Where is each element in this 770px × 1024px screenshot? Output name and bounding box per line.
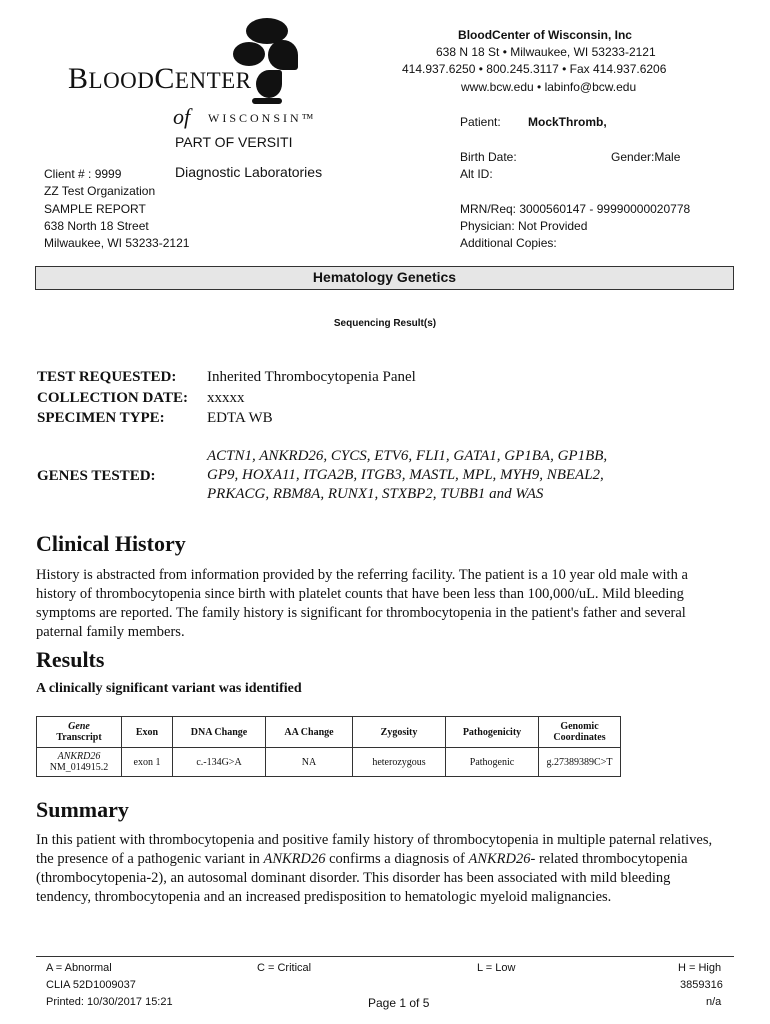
specimen-type-value: EDTA WB bbox=[207, 410, 273, 426]
subheading: Sequencing Result(s) bbox=[333, 318, 437, 329]
col-exon: Exon bbox=[122, 717, 173, 748]
cell-aa-change: NA bbox=[266, 748, 353, 777]
page-number: Page 1 of 5 bbox=[368, 996, 430, 1010]
cell-dna-change: c.-134G>A bbox=[173, 748, 266, 777]
logo-division: Diagnostic Laboratories bbox=[175, 164, 323, 180]
lab-name: BloodCenter of Wisconsin, Inc bbox=[458, 28, 632, 42]
footer-divider bbox=[36, 956, 734, 957]
lab-phones: 414.937.6250 • 800.245.3117 • Fax 414.937.6206 bbox=[402, 62, 667, 76]
clinical-history-title: Clinical History bbox=[36, 531, 186, 556]
cell-genomic-coordinates: g.27389389C>T bbox=[539, 748, 621, 777]
genes-line-3: PRKACG, RBM8A, RUNX1, STXBP2, TUBB1 and WAS bbox=[207, 486, 544, 502]
specimen-type-label: SPECIMEN TYPE: bbox=[37, 410, 165, 426]
col-genomic-coordinates: Genomic Coordinates bbox=[539, 717, 621, 748]
collection-date-label: COLLECTION DATE: bbox=[37, 390, 188, 406]
logo-part-of: PART OF VERSITI bbox=[175, 134, 293, 150]
collection-date-value: xxxxx bbox=[207, 390, 245, 406]
table-header-row bbox=[37, 717, 621, 748]
col-pathogenicity: Pathogenicity bbox=[446, 717, 539, 748]
mrn-line: MRN/Req: 3000560147 - 99990000020778 bbox=[460, 202, 691, 216]
client-report: SAMPLE REPORT bbox=[44, 202, 146, 216]
legend-abnormal: A = Abnormal bbox=[46, 962, 112, 974]
patient-name: MockThromb, bbox=[528, 115, 607, 129]
client-city: Milwaukee, WI 53233-2121 bbox=[44, 236, 190, 250]
cell-pathogenicity: Pathogenic bbox=[446, 748, 539, 777]
alt-id-label: Alt ID: bbox=[460, 167, 493, 181]
client-org: ZZ Test Organization bbox=[44, 184, 156, 198]
logo-of: of bbox=[173, 104, 191, 129]
clia-number: CLIA 52D1009037 bbox=[46, 979, 136, 991]
lab-address: 638 N 18 St • Milwaukee, WI 53233-2121 bbox=[436, 45, 656, 59]
report-code: 3859316 bbox=[680, 979, 723, 991]
genes-line-1: ACTN1, ANKRD26, CYCS, ETV6, FLI1, GATA1, GP1BA, GP1BB, bbox=[207, 448, 608, 464]
legend-high: H = High bbox=[678, 962, 722, 974]
patient-label: Patient: bbox=[460, 115, 501, 129]
genes-line-2: GP9, HOXA11, ITGA2B, ITGB3, MASTL, MPL, MYH9, NBEAL2, bbox=[207, 467, 604, 483]
test-requested-label: TEST REQUESTED: bbox=[37, 369, 177, 385]
col-zygosity: Zygosity bbox=[353, 717, 446, 748]
logo-wordmark: BLOODCENTER bbox=[68, 62, 252, 95]
section-banner: Hematology Genetics bbox=[35, 266, 734, 290]
additional-copies: Additional Copies: bbox=[460, 236, 557, 250]
printed-date: Printed: 10/30/2017 15:21 bbox=[46, 996, 173, 1008]
col-gene-transcript: Gene Transcript bbox=[37, 717, 122, 748]
cell-exon: exon 1 bbox=[122, 748, 173, 777]
summary-text: In this patient with thrombocytopenia and positive family history of thrombocytopenia in multiple paternal relatives, the presence of a pathogenic variant in ANKRD26 confirms a diagnosis of ANKRD26- related thrombocytopenia (thrombocytopenia-2), an autosomal dominant disorder. This disorder has been associated with mild bleeding tendency, thrombocytopenia and an increased predisposition to hematologic myeloid malignancies. bbox=[36, 832, 713, 905]
legend-low: L = Low bbox=[477, 962, 516, 974]
table-row bbox=[37, 748, 621, 777]
genes-tested-label: GENES TESTED: bbox=[37, 468, 156, 484]
test-requested-value: Inherited Thrombocytopenia Panel bbox=[207, 369, 416, 385]
cell-zygosity: heterozygous bbox=[353, 748, 446, 777]
results-title: Results bbox=[36, 647, 105, 672]
summary-title: Summary bbox=[36, 797, 129, 822]
col-dna-change: DNA Change bbox=[173, 717, 266, 748]
legend-critical: C = Critical bbox=[257, 962, 312, 974]
client-street: 638 North 18 Street bbox=[44, 219, 149, 233]
gender: Gender:Male bbox=[611, 150, 681, 164]
results-finding: A clinically significant variant was identified bbox=[36, 681, 302, 696]
col-aa-change: AA Change bbox=[266, 717, 353, 748]
lab-web: www.bcw.edu • labinfo@bcw.edu bbox=[461, 80, 637, 94]
results-table bbox=[36, 716, 621, 777]
birth-date-label: Birth Date: bbox=[460, 150, 517, 164]
clinical-history-text: History is abstracted from information provided by the referring facility. The patient is a 10 year old male with a history of thrombocytopenia since birth with platelet counts that have been less than 100,000/uL. Mild bleeding symptoms are reported. The family history is significant for thrombocytopenia in the patient's father and several paternal family members. bbox=[36, 567, 688, 640]
client-number: Client # : 9999 bbox=[44, 167, 122, 181]
cell-gene-transcript: ANKRD26 NM_014915.2 bbox=[37, 748, 122, 777]
physician-line: Physician: Not Provided bbox=[460, 219, 588, 233]
logo-wisconsin: WISCONSIN™ bbox=[208, 111, 317, 125]
footer-na: n/a bbox=[706, 996, 722, 1008]
